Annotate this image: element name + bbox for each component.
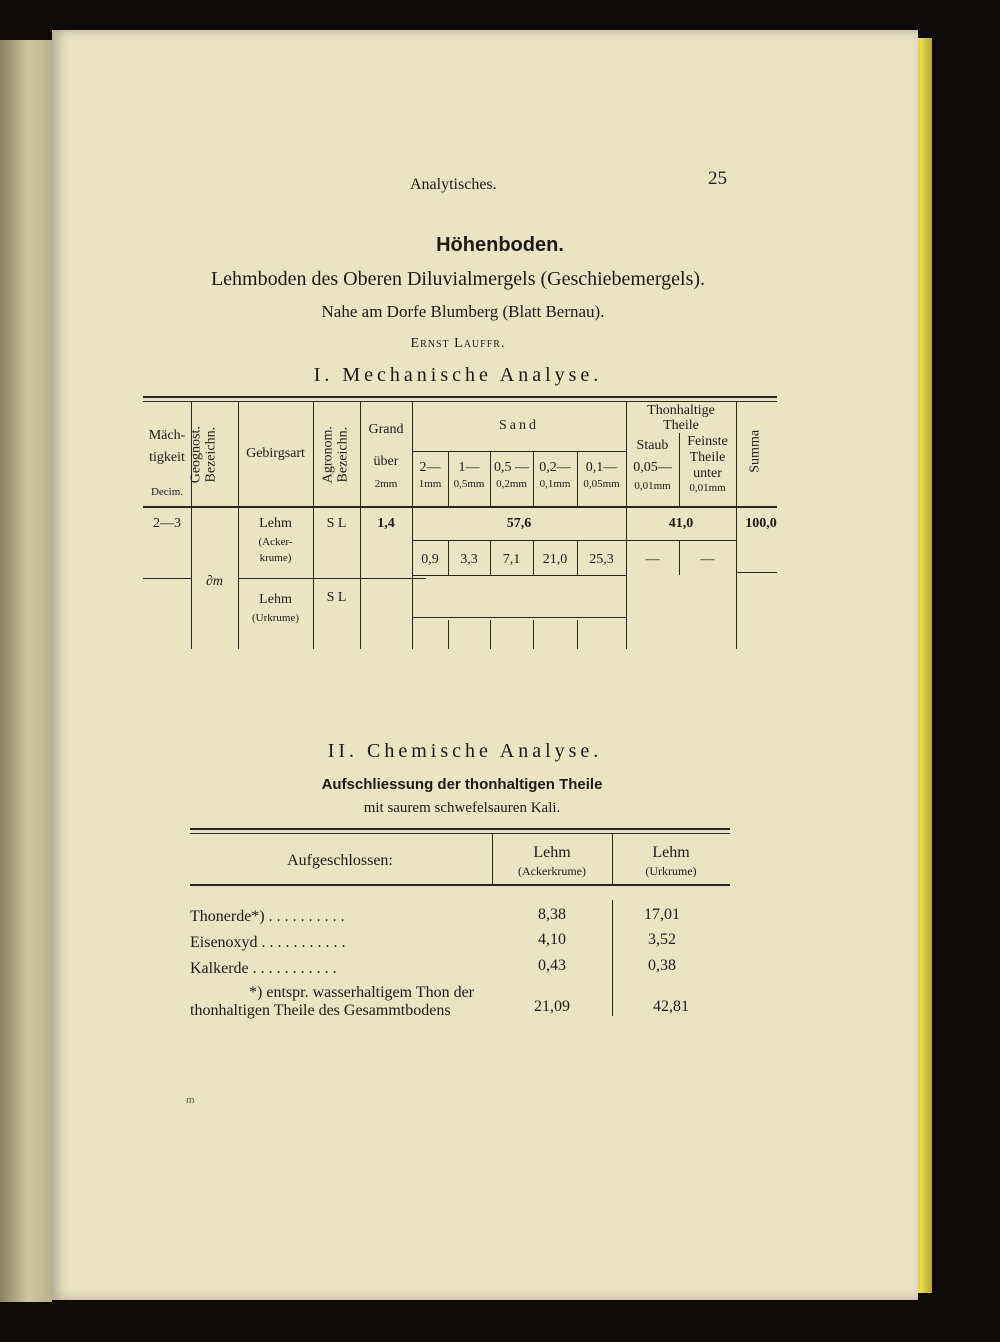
author-line: Ernst Lauffr.: [410, 336, 506, 351]
row1-gebirgsart-3: krume): [259, 552, 292, 564]
row1-sand-total: 57,6: [506, 516, 532, 531]
row2-gebirgsart-2: (Urkrume): [251, 612, 300, 624]
header-sand-col-2: 1—: [458, 460, 480, 475]
header-grand-ueber: über: [373, 454, 399, 469]
header-summa: Summa: [747, 429, 763, 473]
row1-sand-1: 0,9: [421, 552, 439, 567]
row1-staub: —: [645, 552, 660, 567]
row-thonerde-v2: 17,01: [644, 906, 680, 923]
page-number: 25: [708, 168, 727, 189]
header-sand-col-3: 0,5 —: [494, 460, 529, 475]
header-sand-col-5-sub: 0,05mm: [583, 478, 620, 490]
header-sand-col-1-sub: 1mm: [418, 478, 442, 490]
header-grand-2mm: 2mm: [374, 478, 398, 490]
footnote-v2: 42,81: [653, 998, 689, 1015]
row-thonerde-v1: 8,38: [538, 906, 566, 923]
row-eisenoxyd-v1: 4,10: [538, 931, 566, 948]
header-staub-2: 0,05—: [633, 460, 672, 475]
section2-subtitle-2: mit saurem schwefelsauren Kali.: [363, 800, 561, 816]
header-gebirgsart: Gebirgsart: [246, 446, 305, 461]
row-eisenoxyd-label: Eisenoxyd . . . . . . . . . . .: [190, 934, 346, 951]
row1-summa: 100,0: [745, 516, 777, 531]
header-feinste: Feinste: [687, 434, 728, 449]
row-eisenoxyd-v2: 3,52: [648, 931, 676, 948]
row2-agronom: S L: [326, 590, 347, 605]
row1-gebirgsart: Lehm: [259, 516, 292, 531]
row1-grand: 1,4: [377, 516, 395, 531]
row1-feinste: —: [700, 552, 715, 567]
row1-geognost: ∂m: [205, 574, 224, 589]
row1-sand-5: 25,3: [589, 552, 614, 567]
row1-maechtigkeit: 2—3: [153, 516, 181, 531]
col2-subheader: (Urkrume): [645, 864, 697, 878]
section1-title: I. Mechanische Analyse.: [313, 364, 603, 386]
header-maechtigkeit-2: tigkeit: [149, 450, 185, 465]
header-thonhaltige: Thonhaltige: [647, 403, 715, 418]
header-sand-col-2-sub: 0,5mm: [453, 478, 485, 490]
section2-title: II. Chemische Analyse.: [327, 740, 603, 762]
book-page: [52, 30, 918, 1300]
row-kalkerde-v1: 0,43: [538, 957, 566, 974]
col1-subheader: (Ackerkrume): [518, 864, 586, 878]
running-head: Analytisches.: [410, 176, 497, 193]
page-title: Höhenboden.: [436, 234, 564, 256]
row-kalkerde-label: Kalkerde . . . . . . . . . . .: [190, 960, 337, 977]
header-sand: Sand: [499, 418, 539, 433]
header-sand-col-4-sub: 0,1mm: [539, 478, 571, 490]
footnote-v1: 21,09: [534, 998, 570, 1015]
header-sand-col-5: 0,1—: [585, 460, 618, 475]
header-grand: Grand: [368, 422, 404, 437]
row1-agronom: S L: [326, 516, 347, 531]
header-feinste-2: Theile: [689, 450, 726, 465]
row1-gebirgsart-2: (Acker-: [258, 536, 293, 548]
header-sand-col-4: 0,2—: [539, 460, 571, 475]
header-staub-3: 0,01mm: [634, 480, 671, 492]
subtitle: Lehmboden des Oberen Diluvialmergels (Geschiebemergels).: [210, 268, 706, 290]
header-theile: Theile: [663, 418, 699, 433]
header-agronom: Agronom. Bezeichn.: [320, 426, 350, 484]
row2-gebirgsart: Lehm: [259, 592, 292, 607]
header-sand-col-3-sub: 0,2mm: [496, 478, 527, 490]
header-staub: Staub: [636, 438, 669, 453]
header-feinste-4: 0,01mm: [689, 482, 726, 494]
header-decim: Decim.: [150, 486, 184, 498]
footnote-line-1: *) entspr. wasserhaltigem Thon der: [249, 984, 474, 1001]
col2-header: Lehm: [652, 844, 690, 861]
header-feinste-3: unter: [693, 466, 722, 481]
footnote-line-2: thonhaltigen Theile des Gesammtbodens: [190, 1002, 451, 1019]
col-label-aufgeschlossen: Aufgeschlossen:: [287, 852, 393, 869]
left-page-edge: [0, 40, 52, 1302]
section2-subtitle: Aufschliessung der thonhaltigen Theile: [321, 776, 603, 793]
col1-header: Lehm: [533, 844, 571, 861]
header-maechtigkeit: Mäch-: [148, 428, 186, 443]
row-thonerde-label: Thonerde*) . . . . . . . . . .: [190, 908, 345, 925]
location-line: Nahe am Dorfe Blumberg (Blatt Bernau).: [321, 302, 605, 321]
row1-sand-2: 3,3: [460, 552, 478, 567]
row1-sand-3: 7,1: [502, 552, 521, 567]
row-kalkerde-v2: 0,38: [648, 957, 676, 974]
margin-mark: m: [186, 1094, 195, 1106]
header-geognost: Geognost. Bezeichn.: [188, 426, 218, 484]
row1-sand-4: 21,0: [542, 552, 568, 567]
row1-thon-total: 41,0: [668, 516, 694, 531]
header-sand-col-1: 2—: [419, 460, 441, 475]
